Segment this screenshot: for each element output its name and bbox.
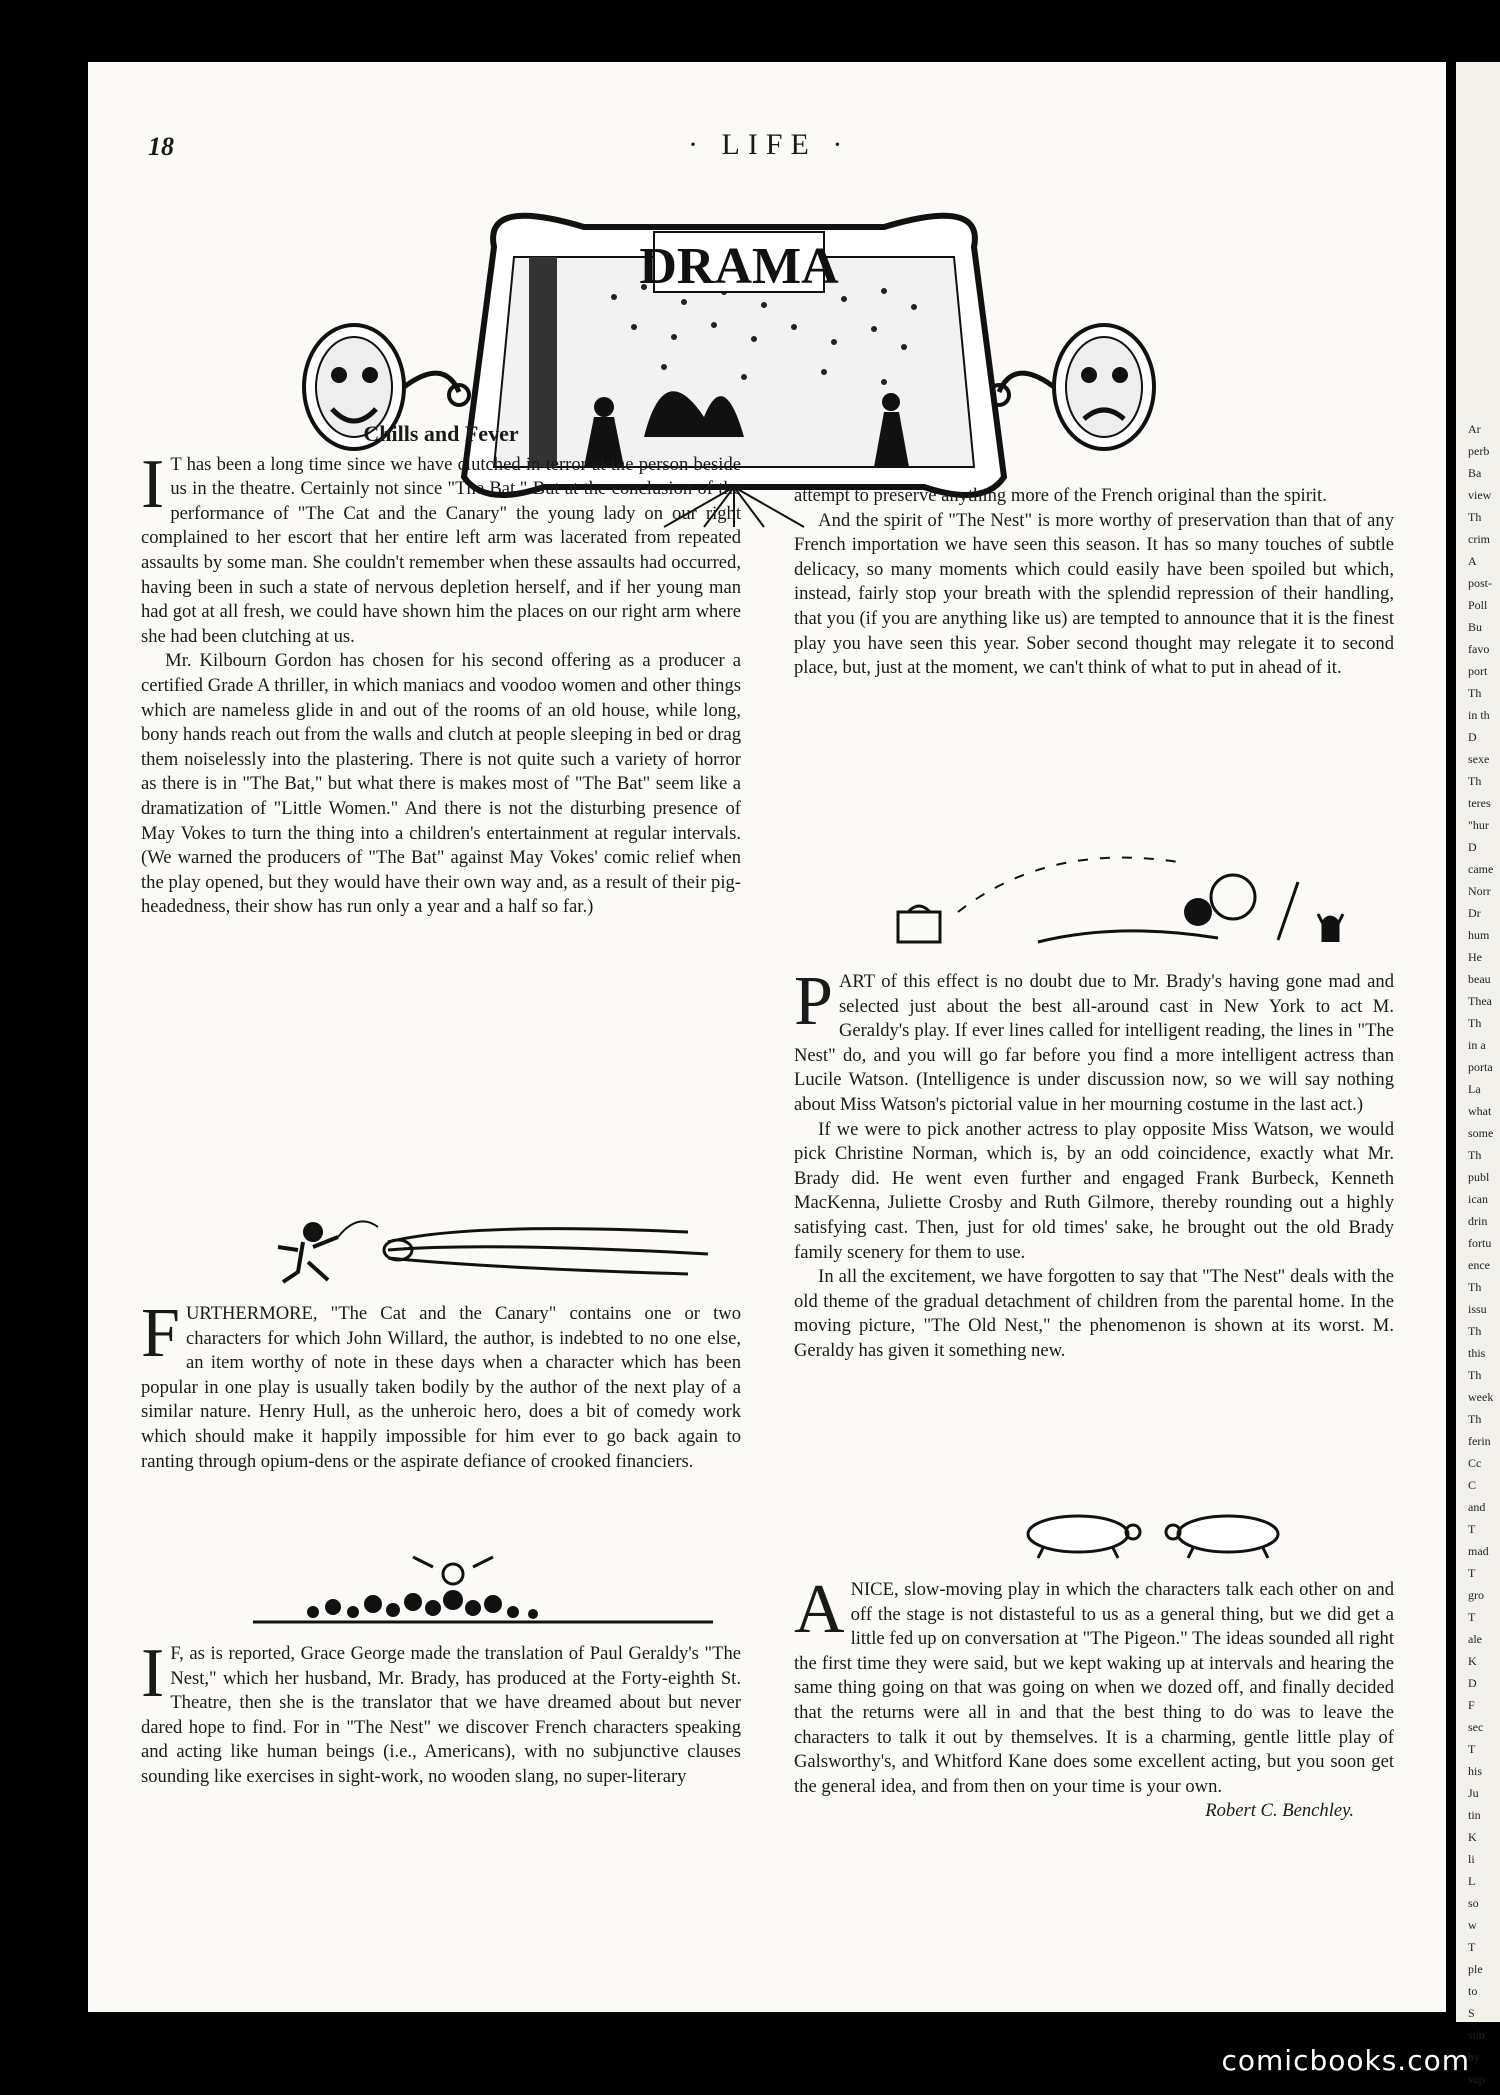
next-page-fragment: tin (1468, 1808, 1481, 1822)
next-page-fragment: sexe (1468, 752, 1490, 766)
next-page-fragment: w (1468, 1918, 1477, 1932)
next-page-fragment: favo (1468, 642, 1490, 656)
next-page-fragment: F (1468, 1698, 1475, 1712)
next-page-fragment: K (1468, 1830, 1477, 1844)
next-page-fragment: D (1468, 840, 1477, 854)
paragraph: FURTHERMORE, "The Cat and the Canary" contains one or two characters for which John Willard, the author, is indebted to no one else, an item worthy of note in these days when a character which has been popular in one play is usually taken bodily by the author of the next play of a similar nature. Henry Hull, as the unheroic hero, does a bit of comedy work which should make it happily impossible for him ever to go back again to ranting through opium-dens or the aspirate defiance of crooked financiers. (141, 1295, 741, 1472)
next-page-fragment: Poll (1468, 598, 1488, 612)
next-page-fragment: teres (1468, 796, 1491, 810)
next-page-fragment: in th (1468, 708, 1490, 722)
turtles-ornament-icon (1008, 1502, 1308, 1562)
next-page-fragment: so (1468, 1896, 1479, 1910)
next-page-fragment: Th (1468, 1280, 1482, 1294)
next-page-fragment: T (1468, 1566, 1476, 1580)
running-figure-ornament-icon (268, 1202, 728, 1292)
page-number: 18 (148, 132, 174, 161)
next-page-fragment: porta (1468, 1060, 1493, 1074)
column-left (141, 422, 741, 920)
tragedy-mask-icon (989, 325, 1154, 449)
paragraph: IF, as is reported, Grace George made the translation of Paul Geraldy's "The Nest," which her husband, Mr. Brady, has produced at the Forty-eighth St. Theatre, then she is the translator that we have dreamed about but never dared hope to find. For in "The Nest" we discover French characters speaking and acting like human beings (i.e., Americans), with no subjunctive clauses sounding like exercises in sight-work, no wooden slang, no super-literary (141, 1635, 741, 1787)
next-page-fragment: fortu (1468, 1236, 1492, 1250)
next-page-fragment: Th (1468, 1324, 1482, 1338)
next-page-fragment: by (1468, 2050, 1480, 2064)
next-page-fragment: li (1468, 1852, 1475, 1866)
next-page-fragment: Ba (1468, 466, 1482, 480)
next-page-fragment: ale (1468, 1632, 1482, 1646)
column-right (794, 484, 1394, 681)
paragraph: IT has been a long time since we have clutched in terror at the person beside us in the theatre. Certainly not since "The Bat." But at the conclusion of the performance of "The Cat and the Canary" the young lady on our right complained to her escort that her entire left arm was lacerated from repeated assaults by some man. She couldn't remember when these assaults had occurred, having been in such a state of nervous depletion herself, and if her young man had got at all fresh, we could have shown him the places on our right arm where she had been clutching at us. (141, 445, 741, 647)
next-page-fragment: hum (1468, 928, 1490, 942)
next-page-fragment: publ (1468, 1170, 1490, 1184)
next-page-fragment: Th (1468, 1412, 1482, 1426)
next-page-fragment: and (1468, 1500, 1486, 1514)
paragraph: And the spirit of "The Nest" is more worthy of preservation than that of any French importation we have seen this season. It has so many touches of subtle delicacy, so many moments which could easily have been spoiled but which, instead, fairly stop your breath with the splendid repression of their handling, that you (if you are anything like us) are tempted to announce that it is the finest play you have seen this year. Sober second thought may relegate it to second place, but, just at the moment, we can't think of what to put in ahead of it. (794, 509, 1394, 679)
next-page-fragment: A (1468, 554, 1477, 568)
next-page-fragment: some (1468, 1126, 1494, 1140)
next-page-fragment: Th (1468, 1016, 1482, 1030)
next-page-fragment: drin (1468, 1214, 1488, 1228)
flower-bed-ornament-icon (253, 1552, 713, 1632)
next-page-edge (1456, 62, 1500, 2086)
column-right-3 (794, 1571, 1394, 1824)
sleeping-figure-ornament-icon (898, 842, 1368, 952)
paragraph: PART of this effect is no doubt due to Mr. Brady's having gone mad and selected just about the best all-around cast in New York to act M. Geraldy's play. If ever lines called for intelligent reading, the lines in "The Nest" do, and you will go far before you find a more intelligent actress than Lucile Watson. (Intelligence is under discussion now, so we will say nothing about Miss Watson's pictorial value in her mourning costume in the last act.) (794, 963, 1394, 1115)
next-page-fragment: "hur (1468, 818, 1489, 832)
paragraph: attempt to preserve anything more of the French original than the spirit. (794, 485, 1327, 506)
next-page-fragment: Th (1468, 686, 1482, 700)
paragraph: Mr. Kilbourn Gordon has chosen for his second offering as a producer a certified Grade A thriller, in which maniacs and voodoo women and other things which are nameless glide in and out of the rooms of an old house, while long, bony hands reach out from the walls and clutch at people sleeping in bed or drag them noiselessly into the plastering. There is not quite such a variety of horror as there is in "The Bat," but what there is makes most of "The Bat" seem like a dramatization of "Little Women." And there is not the disturbing presence of May Vokes to turn the thing into a children's entertainment at regular intervals. (We warned the producers of "The Bat" against May Vokes' comic relief when the play opened, but they would have their own way and, as a result of their pig-headedness, their show has run only a year and a half so far.) (141, 650, 741, 918)
next-page-fragment: T (1468, 1940, 1476, 1954)
next-page-fragment: came (1468, 862, 1494, 876)
next-page-fragment: what (1468, 1104, 1492, 1118)
paragraph: ANICE, slow-moving play in which the characters talk each other on and off the stage is not distasteful to us as a general thing, but we did get a little fed up on conversation at "The Pigeon." The ideas sounded all right the first time they were said, but we kept waking up at intervals and hearing the same thing going on that was going on when we dozed off, and finally decided that the returns were all in and that the best thing to do was to leave the characters to talk it out by themselves. It is a charming, gentle little play of Galsworthy's, and Whitford Kane does some excellent acting, but you soon get the general idea, and from then on your time is your own. (794, 1571, 1394, 1797)
next-page-fragment: Bu (1468, 620, 1483, 634)
next-page-fragment: issu (1468, 1302, 1487, 1316)
next-page-fragment: Norr (1468, 884, 1491, 898)
paragraph: In all the excitement, we have forgotten to say that "The Nest" deals with the old theme of the gradual detachment of children from the parental home. In the moving picture, "The Old Nest," the phenomenon is shown at its worst. M. Geraldy has given it something new. (794, 1266, 1394, 1361)
next-page-fragment: D (1468, 730, 1477, 744)
next-page-fragment: port (1468, 664, 1488, 678)
column-left-2 (141, 1295, 741, 1474)
next-page-fragment: Thea (1468, 994, 1492, 1008)
next-page-fragment: Ar (1468, 422, 1481, 436)
next-page-fragment: Th (1468, 510, 1482, 524)
magazine-page (88, 62, 1446, 2012)
next-page-fragment: week (1468, 1390, 1494, 1404)
next-page-fragment: perb (1468, 444, 1490, 458)
next-page-fragment: to (1468, 1984, 1478, 1998)
next-page-fragment: in a (1468, 1038, 1486, 1052)
next-page-fragment: Ju (1468, 1786, 1479, 1800)
next-page-fragment: T (1468, 1742, 1476, 1756)
next-page-fragment: D (1468, 1676, 1477, 1690)
next-page-fragment: T (1468, 1610, 1476, 1624)
next-page-fragment: sec (1468, 1720, 1484, 1734)
paragraph: If we were to pick another actress to play opposite Miss Watson, we would pick Christine Norman, which is, by an odd coincidence, exactly what Mr. Brady did. He went even further and engaged Frank Burbeck, Kenneth MacKenna, Juliette Crosby and Ruth Gilmore, thereby rounding out a highly satisfying cast. Then, just for old times' sake, he brought out the old Brady family scenery for them to use. (794, 1118, 1394, 1263)
next-page-fragment: view (1468, 488, 1492, 502)
next-page-fragment: sup (1468, 2072, 1485, 2086)
next-page-fragment: this (1468, 1346, 1486, 1360)
next-page-fragment: mad (1468, 1544, 1489, 1558)
column-right-2 (794, 963, 1394, 1364)
next-page-fragment: crim (1468, 532, 1490, 546)
watermark-brand: comicbooks.com (1221, 2044, 1470, 2077)
article-heading: Chills and Fever (363, 421, 519, 446)
next-page-fragment: post- (1468, 576, 1492, 590)
next-page-fragment: C (1468, 1478, 1477, 1492)
next-page-fragment: ple (1468, 1962, 1483, 1976)
next-page-fragment: ence (1468, 1258, 1490, 1272)
next-page-fragment: Th (1468, 1368, 1482, 1382)
next-page-fragment: Cc (1468, 1456, 1482, 1470)
next-page-fragment: He (1468, 950, 1482, 964)
next-page-fragment: K (1468, 1654, 1477, 1668)
section-title: DRAMA (639, 238, 839, 295)
next-page-fragment: L (1468, 1874, 1476, 1888)
next-page-fragment: ican (1468, 1192, 1488, 1206)
author-signature: Robert C. Benchley. (1205, 1800, 1354, 1822)
next-page-fragment: T (1468, 1522, 1476, 1536)
next-page-fragment: gro (1468, 1588, 1484, 1602)
next-page-fragment: Th (1468, 774, 1482, 788)
next-page-fragment: sub (1468, 2028, 1485, 2042)
next-page-fragment: S (1468, 2006, 1475, 2020)
next-page-fragment: ferin (1468, 1434, 1491, 1448)
next-page-fragment: Th (1468, 1148, 1482, 1162)
masthead: · LIFE · (688, 128, 851, 161)
next-page-fragment: Dr (1468, 906, 1481, 920)
next-page-fragment: beau (1468, 972, 1491, 986)
next-page-fragment: La (1468, 1082, 1481, 1096)
next-page-fragment: his (1468, 1764, 1483, 1778)
column-left-3 (141, 1635, 741, 1790)
